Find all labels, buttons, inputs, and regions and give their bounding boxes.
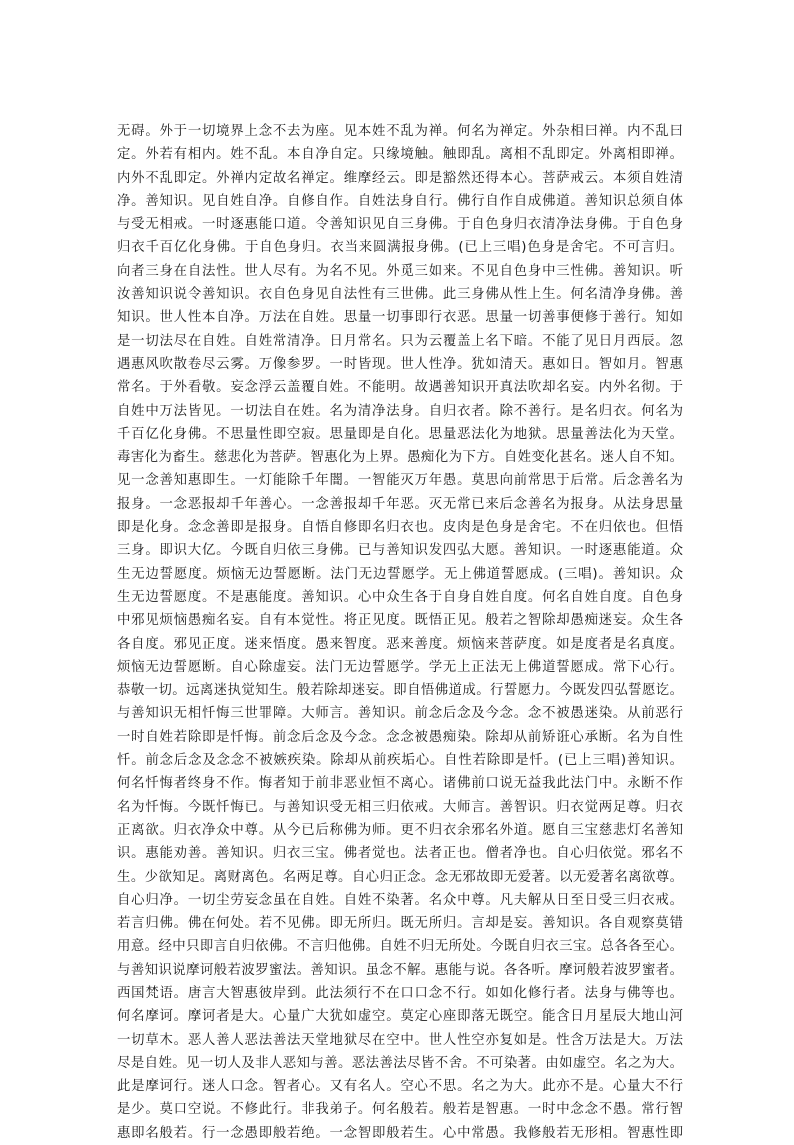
text-line: 毒害化为畜生。慈悲化为菩萨。智惠化为上界。愚痴化为下方。自姓变化甚名。迷人自不知。	[117, 450, 683, 466]
text-line: 归衣千百亿化身佛。于自色身归。衣当来圆满报身佛。(已上三唱)色身是舍宅。不可言归。	[117, 240, 683, 256]
text-line: 西国梵语。唐言大智惠彼岸到。此法须行不在口口念不行。如如化修行者。法身与佛等也。	[117, 985, 683, 1001]
text-line: 一切草木。恶人善人恶法善法天堂地狱尽在空中。世人性空亦复如是。性含万法是大。万法	[117, 1032, 683, 1048]
text-line: 与善知识无相忏悔三世罪障。大师言。善知识。前念后念及今念。念不被愚迷染。从前恶行	[117, 706, 683, 722]
text-line: 惠即名般若。行一念愚即般若绝。一念智即般若生。心中常愚。我修般若无形相。智惠性即	[117, 1125, 683, 1141]
text-line: 三身。即识大亿。今既自归依三身佛。已与善知识发四弘大愿。善知识。一时逐惠能道。众	[117, 543, 683, 559]
text-line: 各自度。邪见正度。迷来悟度。愚来智度。恶来善度。烦恼来菩萨度。如是度者是名真度。	[117, 636, 683, 652]
text-line: 识。惠能劝善。善知识。归衣三宝。佛者觉也。法者正也。僧者净也。自心归依觉。邪名不	[117, 846, 683, 862]
text-line: 千百亿化身佛。不思量性即空寂。思量即是自化。思量恶法化为地狱。思量善法化为天堂。	[117, 426, 683, 442]
text-line: 烦恼无边誓愿断。自心除虚妄。法门无边誓愿学。学无上正法无上佛道誓愿成。常下心行。	[117, 659, 683, 675]
text-line: 净。善知识。见自姓自净。自修自作。自姓法身自行。佛行自作自成佛道。善知识总须自体	[117, 193, 683, 209]
text-line: 即是化身。念念善即是报身。自悟自修即名归衣也。皮肉是色身是舍宅。不在归依也。但悟	[117, 520, 683, 536]
text-line: 汝善知识说令善知识。衣自色身见自法性有三世佛。此三身佛从性上生。何名清净身佛。善	[117, 287, 683, 303]
text-line: 此是摩诃行。迷人口念。智者心。又有名人。空心不思。名之为大。此亦不是。心量大不行	[117, 1079, 683, 1095]
text-line: 中邪见烦恼愚痴名妄。自有本觉性。将正见度。既悟正见。般若之智除却愚痴迷妄。众生各	[117, 613, 683, 629]
text-line: 一时自姓若除即是忏悔。前念后念及今念。念念被愚痴染。除却从前矫诳心承断。名为自性	[117, 729, 683, 745]
text-line: 何名摩诃。摩诃者是大。心量广大犹如虚空。莫定心座即落无既空。能含日月星辰大地山河	[117, 1009, 683, 1025]
text-line: 遇惠风吹散卷尽云雾。万像参罗。一时皆现。世人性净。犹如清天。惠如日。智如月。智惠	[117, 356, 683, 372]
text-line: 尽是自姓。见一切人及非人恶知与善。恶法善法尽皆不舍。不可染著。由如虚空。名之为大。	[117, 1055, 683, 1071]
text-line: 名为忏悔。今既忏悔已。与善知识受无相三归依戒。大师言。善智识。归衣觉两足尊。归衣	[117, 799, 683, 815]
text-line: 自姓中万法皆见。一切法自在姓。名为清净法身。自归衣者。除不善行。是名归衣。何名为	[117, 403, 683, 419]
text-line: 生无边誓愿度。不是惠能度。善知识。心中众生各于自身自姓自度。何名自姓自度。自色身	[117, 589, 683, 605]
text-line: 向者三身在自法性。世人尽有。为名不见。外觅三如来。不见自色身中三性佛。善知识。听	[117, 263, 683, 279]
text-line: 内外不乱即定。外禅内定故名禅定。维摩经云。即是豁然还得本心。菩萨戒云。本须自姓清	[117, 170, 683, 186]
text-line: 生无边誓愿度。烦恼无边誓愿断。法门无边誓愿学。无上佛道誓愿成。(三唱)。善知识。众	[117, 566, 683, 582]
text-line: 自心归净。一切尘劳妄念虽在自姓。自姓不染著。名众中尊。凡夫解从日至日受三归衣戒。	[117, 892, 683, 908]
text-line: 定。外若有相内。姓不乱。本自净自定。只缘境触。触即乱。离相不乱即定。外离相即禅。	[117, 147, 683, 163]
text-line: 是少。莫口空说。不修此行。非我弟子。何名般若。般若是智惠。一时中念念不愚。常行智	[117, 1102, 683, 1118]
text-line: 正离欲。归衣净众中尊。从今已后称佛为师。更不归衣余邪名外道。愿自三宝慈悲灯名善知	[117, 822, 683, 838]
text-line: 无碍。外于一切境界上念不去为座。见本姓不乱为禅。何名为禅定。外杂相曰禅。内不乱曰	[117, 124, 683, 139]
text-line: 恭敬一切。远离迷执觉知生。般若除却迷妄。即自悟佛道成。行誓愿力。今既发四弘誓愿讫。	[117, 683, 683, 699]
text-line: 知识。世人性本自净。万法在自姓。思量一切事即行衣恶。思量一切善事便修于善行。知如	[117, 310, 683, 326]
text-line: 生。少欲知足。离财离色。名两足尊。自心归正念。念无邪故即无爱著。以无爱著名离欲尊。	[117, 869, 683, 885]
text-line: 是一切法尽在自姓。自姓常清净。日月常名。只为云覆盖上名下暗。不能了见日月西辰。忽	[117, 333, 683, 349]
text-line: 与善知识说摩诃般若波罗蜜法。善知识。虽念不解。惠能与说。各各听。摩诃般若波罗蜜者。	[117, 962, 683, 978]
scripture-page	[117, 120, 683, 1145]
text-line: 常名。于外看敬。妄念浮云盖覆自姓。不能明。故遇善知识开真法吹却名妄。内外名彻。于	[117, 380, 683, 396]
text-line: 忏。前念后念及念念不被嫉疾染。除却从前疾垢心。自性若除即是忏。(已上三唱)善知识。	[117, 753, 683, 769]
text-line: 何名忏悔者终身不作。悔者知于前非恶业恒不离心。诸佛前口说无益我此法门中。永断不作	[117, 776, 683, 792]
text-line: 用意。经中只即言自归依佛。不言归他佛。自姓不归无所处。今既自归衣三宝。总各各至心。	[117, 939, 683, 955]
text-line: 若言归佛。佛在何处。若不见佛。即无所归。既无所归。言却是妄。善知识。各自观察莫错	[117, 916, 683, 932]
text-line: 报身。一念恶报却千年善心。一念善报却千年恶。灭无常已来后念善名为报身。从法身思量	[117, 496, 683, 512]
text-line: 与受无相戒。一时逐惠能口道。令善知识见自三身佛。于自色身归衣清净法身佛。于自色身	[117, 217, 683, 233]
text-line: 见一念善知惠即生。一灯能除千年闇。一智能灭万年愚。莫思向前常思于后常。后念善名为	[117, 473, 683, 489]
